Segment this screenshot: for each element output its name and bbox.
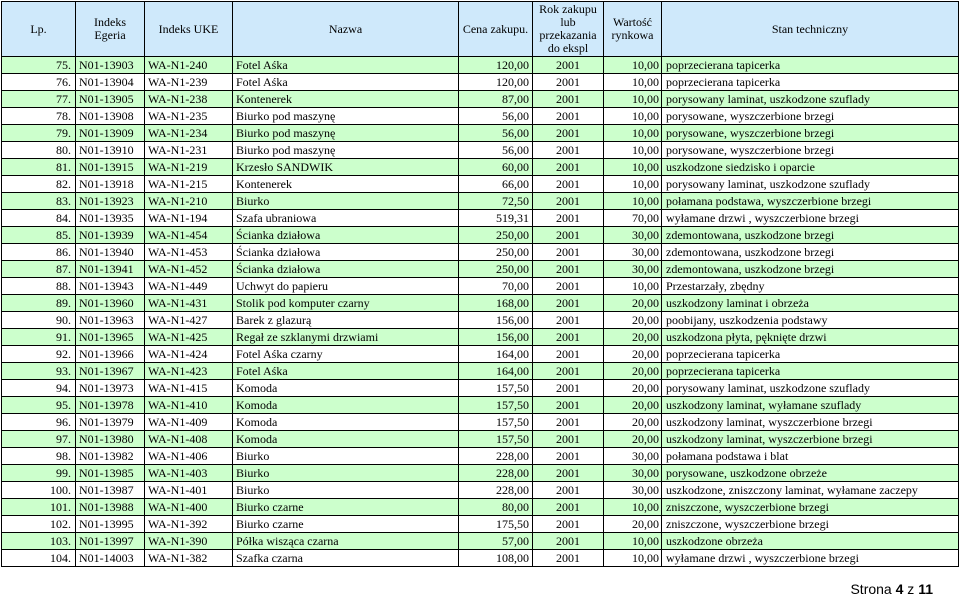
cell-nazwa: Barek z glazurą [233,312,459,329]
cell-rok: 2001 [533,533,604,550]
cell-indeks-egeria: N01-13982 [76,448,145,465]
table-row [2,329,959,346]
cell-wartosc-rynkowa: 20,00 [604,431,662,448]
cell-lp: 75. [2,57,76,74]
header-nazwa: Nazwa [233,2,459,57]
table-row [2,193,959,210]
cell-indeks-uke: WA-N1-235 [145,108,233,125]
cell-rok: 2001 [533,448,604,465]
cell-cena-zakupu: 250,00 [459,244,533,261]
cell-cena-zakupu: 56,00 [459,142,533,159]
cell-indeks-uke: WA-N1-409 [145,414,233,431]
table-row [2,499,959,516]
cell-lp: 79. [2,125,76,142]
cell-wartosc-rynkowa: 30,00 [604,244,662,261]
cell-wartosc-rynkowa: 20,00 [604,516,662,533]
cell-cena-zakupu: 66,00 [459,176,533,193]
cell-indeks-egeria: N01-13965 [76,329,145,346]
cell-nazwa: Biurko [233,465,459,482]
cell-stan-techniczny: uszkodzone siedzisko i oparcie [662,159,959,176]
cell-indeks-uke: WA-N1-453 [145,244,233,261]
cell-indeks-egeria: N01-13935 [76,210,145,227]
cell-wartosc-rynkowa: 20,00 [604,380,662,397]
cell-indeks-egeria: N01-13939 [76,227,145,244]
cell-stan-techniczny: porysowany laminat, uszkodzone szuflady [662,91,959,108]
cell-cena-zakupu: 175,50 [459,516,533,533]
cell-nazwa: Biurko czarne [233,516,459,533]
cell-indeks-egeria: N01-13978 [76,397,145,414]
cell-rok: 2001 [533,516,604,533]
cell-nazwa: Regał ze szklanymi drzwiami [233,329,459,346]
cell-wartosc-rynkowa: 30,00 [604,482,662,499]
cell-indeks-uke: WA-N1-238 [145,91,233,108]
cell-rok: 2001 [533,193,604,210]
cell-wartosc-rynkowa: 10,00 [604,499,662,516]
cell-indeks-egeria: N01-13908 [76,108,145,125]
header-cena-zakupu: Cena zakupu. [459,2,533,57]
cell-indeks-uke: WA-N1-210 [145,193,233,210]
cell-stan-techniczny: Przestarzały, zbędny [662,278,959,295]
cell-wartosc-rynkowa: 10,00 [604,108,662,125]
cell-cena-zakupu: 108,00 [459,550,533,567]
cell-wartosc-rynkowa: 30,00 [604,227,662,244]
table-row [2,431,959,448]
cell-lp: 96. [2,414,76,431]
cell-indeks-egeria: N01-13985 [76,465,145,482]
cell-lp: 99. [2,465,76,482]
cell-indeks-egeria: N01-13987 [76,482,145,499]
cell-stan-techniczny: zdemontowana, uszkodzone brzegi [662,261,959,278]
cell-stan-techniczny: zdemontowana, uszkodzone brzegi [662,227,959,244]
cell-cena-zakupu: 72,50 [459,193,533,210]
cell-stan-techniczny: porysowane, wyszczerbione brzegi [662,125,959,142]
cell-wartosc-rynkowa: 20,00 [604,329,662,346]
page-label: Strona [850,581,892,597]
header-indeks-uke: Indeks UKE [145,2,233,57]
cell-nazwa: Kontenerek [233,91,459,108]
cell-rok: 2001 [533,363,604,380]
cell-indeks-egeria: N01-13995 [76,516,145,533]
cell-stan-techniczny: porysowany laminat, uszkodzone szuflady [662,176,959,193]
cell-nazwa: Biurko pod maszynę [233,125,459,142]
cell-indeks-uke: WA-N1-401 [145,482,233,499]
cell-rok: 2001 [533,278,604,295]
cell-indeks-egeria: N01-14003 [76,550,145,567]
table-row [2,397,959,414]
cell-lp: 97. [2,431,76,448]
cell-indeks-uke: WA-N1-219 [145,159,233,176]
cell-rok: 2001 [533,550,604,567]
cell-nazwa: Komoda [233,380,459,397]
table-row [2,210,959,227]
cell-rok: 2001 [533,210,604,227]
cell-stan-techniczny: poprzecierana tapicerka [662,363,959,380]
cell-lp: 86. [2,244,76,261]
cell-indeks-uke: WA-N1-400 [145,499,233,516]
page-number: 4 [895,581,904,597]
cell-indeks-uke: WA-N1-431 [145,295,233,312]
header-lp: Lp. [2,2,76,57]
cell-wartosc-rynkowa: 20,00 [604,346,662,363]
cell-indeks-egeria: N01-13943 [76,278,145,295]
page-separator: z [907,581,915,597]
cell-rok: 2001 [533,346,604,363]
cell-nazwa: Stolik pod komputer czarny [233,295,459,312]
header-indeks-egeria: Indeks Egeria [76,2,145,57]
cell-cena-zakupu: 60,00 [459,159,533,176]
cell-wartosc-rynkowa: 20,00 [604,363,662,380]
cell-indeks-egeria: N01-13980 [76,431,145,448]
cell-wartosc-rynkowa: 20,00 [604,414,662,431]
cell-indeks-egeria: N01-13941 [76,261,145,278]
table-row [2,312,959,329]
cell-stan-techniczny: uszkodzony laminat i obrzeża [662,295,959,312]
cell-wartosc-rynkowa: 10,00 [604,57,662,74]
cell-cena-zakupu: 164,00 [459,363,533,380]
cell-cena-zakupu: 157,50 [459,414,533,431]
cell-lp: 94. [2,380,76,397]
cell-cena-zakupu: 250,00 [459,227,533,244]
table-row [2,533,959,550]
cell-stan-techniczny: uszkodzony laminat, wyszczerbione brzegi [662,431,959,448]
cell-stan-techniczny: zdemontowana, uszkodzone brzegi [662,244,959,261]
header-stan-techniczny: Stan techniczny [662,2,959,57]
cell-cena-zakupu: 156,00 [459,312,533,329]
cell-lp: 76. [2,74,76,91]
cell-indeks-egeria: N01-13979 [76,414,145,431]
cell-rok: 2001 [533,74,604,91]
cell-lp: 90. [2,312,76,329]
cell-wartosc-rynkowa: 20,00 [604,397,662,414]
table-row [2,414,959,431]
cell-stan-techniczny: wyłamane drzwi , wyszczerbione brzegi [662,550,959,567]
cell-wartosc-rynkowa: 30,00 [604,261,662,278]
cell-indeks-egeria: N01-13997 [76,533,145,550]
cell-lp: 88. [2,278,76,295]
cell-lp: 84. [2,210,76,227]
cell-indeks-uke: WA-N1-449 [145,278,233,295]
cell-cena-zakupu: 228,00 [459,482,533,499]
table-row [2,363,959,380]
cell-cena-zakupu: 228,00 [459,448,533,465]
cell-indeks-uke: WA-N1-240 [145,57,233,74]
cell-lp: 93. [2,363,76,380]
cell-rok: 2001 [533,397,604,414]
cell-stan-techniczny: połamana podstawa, wyszczerbione brzegi [662,193,959,210]
cell-wartosc-rynkowa: 30,00 [604,465,662,482]
cell-lp: 91. [2,329,76,346]
cell-lp: 83. [2,193,76,210]
cell-nazwa: Komoda [233,431,459,448]
page-footer [850,580,933,598]
table-row [2,125,959,142]
table-row [2,57,959,74]
cell-rok: 2001 [533,312,604,329]
table-row [2,295,959,312]
cell-stan-techniczny: uszkodzona płyta, pęknięte drzwi [662,329,959,346]
cell-nazwa: Biurko pod maszynę [233,108,459,125]
table-row [2,550,959,567]
cell-indeks-uke: WA-N1-239 [145,74,233,91]
cell-stan-techniczny: połamana podstawa i blat [662,448,959,465]
cell-cena-zakupu: 519,31 [459,210,533,227]
cell-rok: 2001 [533,431,604,448]
cell-cena-zakupu: 157,50 [459,397,533,414]
table-row [2,74,959,91]
cell-lp: 98. [2,448,76,465]
cell-lp: 77. [2,91,76,108]
cell-nazwa: Komoda [233,414,459,431]
cell-nazwa: Uchwyt do papieru [233,278,459,295]
cell-nazwa: Półka wisząca czarna [233,533,459,550]
cell-lp: 80. [2,142,76,159]
table-header-row [2,2,959,57]
cell-wartosc-rynkowa: 30,00 [604,448,662,465]
cell-stan-techniczny: porysowane, wyszczerbione brzegi [662,108,959,125]
cell-wartosc-rynkowa: 10,00 [604,91,662,108]
cell-indeks-uke: WA-N1-410 [145,397,233,414]
cell-stan-techniczny: uszkodzone, zniszczony laminat, wyłamane zaczepy [662,482,959,499]
cell-nazwa: Biurko [233,482,459,499]
table-row [2,482,959,499]
cell-cena-zakupu: 250,00 [459,261,533,278]
cell-lp: 87. [2,261,76,278]
cell-rok: 2001 [533,57,604,74]
cell-rok: 2001 [533,414,604,431]
cell-cena-zakupu: 80,00 [459,499,533,516]
cell-indeks-uke: WA-N1-425 [145,329,233,346]
cell-indeks-egeria: N01-13910 [76,142,145,159]
cell-lp: 89. [2,295,76,312]
cell-indeks-uke: WA-N1-423 [145,363,233,380]
cell-nazwa: Fotel Aśka [233,363,459,380]
cell-lp: 101. [2,499,76,516]
cell-nazwa: Ścianka działowa [233,261,459,278]
header-wartosc-rynkowa: Wartość rynkowa [604,2,662,57]
table-row [2,227,959,244]
cell-nazwa: Fotel Aśka czarny [233,346,459,363]
cell-nazwa: Krzesło SANDWIK [233,159,459,176]
table-row [2,176,959,193]
cell-wartosc-rynkowa: 70,00 [604,210,662,227]
cell-rok: 2001 [533,499,604,516]
cell-indeks-uke: WA-N1-415 [145,380,233,397]
cell-cena-zakupu: 120,00 [459,74,533,91]
cell-cena-zakupu: 87,00 [459,91,533,108]
cell-stan-techniczny: zniszczone, wyszczerbione brzegi [662,516,959,533]
cell-lp: 103. [2,533,76,550]
cell-cena-zakupu: 157,50 [459,431,533,448]
cell-rok: 2001 [533,380,604,397]
cell-rok: 2001 [533,176,604,193]
cell-indeks-uke: WA-N1-382 [145,550,233,567]
table-row [2,448,959,465]
cell-cena-zakupu: 57,00 [459,533,533,550]
cell-nazwa: Fotel Aśka [233,57,459,74]
cell-stan-techniczny: uszkodzone obrzeża [662,533,959,550]
cell-rok: 2001 [533,295,604,312]
cell-rok: 2001 [533,465,604,482]
cell-wartosc-rynkowa: 10,00 [604,533,662,550]
cell-stan-techniczny: poprzecierana tapicerka [662,74,959,91]
cell-stan-techniczny: poprzecierana tapicerka [662,346,959,363]
cell-wartosc-rynkowa: 10,00 [604,125,662,142]
cell-nazwa: Biurko pod maszynę [233,142,459,159]
cell-indeks-egeria: N01-13963 [76,312,145,329]
cell-wartosc-rynkowa: 20,00 [604,295,662,312]
cell-cena-zakupu: 156,00 [459,329,533,346]
cell-indeks-egeria: N01-13923 [76,193,145,210]
cell-nazwa: Fotel Aśka [233,74,459,91]
cell-lp: 82. [2,176,76,193]
cell-nazwa: Biurko czarne [233,499,459,516]
header-rok-zakupu: Rok zakupu lub przekazania do ekspl [533,2,604,57]
cell-lp: 78. [2,108,76,125]
cell-cena-zakupu: 157,50 [459,380,533,397]
cell-indeks-uke: WA-N1-427 [145,312,233,329]
cell-lp: 92. [2,346,76,363]
cell-rok: 2001 [533,91,604,108]
table-row [2,159,959,176]
cell-wartosc-rynkowa: 10,00 [604,176,662,193]
cell-nazwa: Szafka czarna [233,550,459,567]
cell-wartosc-rynkowa: 10,00 [604,159,662,176]
cell-stan-techniczny: uszkodzony laminat, wyłamane szuflady [662,397,959,414]
table-row [2,261,959,278]
cell-cena-zakupu: 164,00 [459,346,533,363]
table-row [2,380,959,397]
table-row [2,108,959,125]
cell-nazwa: Szafa ubraniowa [233,210,459,227]
cell-lp: 95. [2,397,76,414]
cell-indeks-uke: WA-N1-408 [145,431,233,448]
cell-indeks-egeria: N01-13988 [76,499,145,516]
cell-indeks-uke: WA-N1-452 [145,261,233,278]
cell-indeks-uke: WA-N1-231 [145,142,233,159]
cell-indeks-uke: WA-N1-403 [145,465,233,482]
table-row [2,244,959,261]
cell-wartosc-rynkowa: 10,00 [604,550,662,567]
cell-wartosc-rynkowa: 10,00 [604,278,662,295]
cell-rok: 2001 [533,482,604,499]
cell-indeks-egeria: N01-13967 [76,363,145,380]
cell-indeks-egeria: N01-13960 [76,295,145,312]
cell-rok: 2001 [533,108,604,125]
cell-wartosc-rynkowa: 20,00 [604,312,662,329]
cell-cena-zakupu: 56,00 [459,108,533,125]
cell-stan-techniczny: poprzecierana tapicerka [662,57,959,74]
table-row [2,278,959,295]
cell-indeks-uke: WA-N1-234 [145,125,233,142]
cell-wartosc-rynkowa: 10,00 [604,74,662,91]
cell-rok: 2001 [533,227,604,244]
cell-indeks-egeria: N01-13918 [76,176,145,193]
inventory-table [1,1,959,567]
cell-wartosc-rynkowa: 10,00 [604,193,662,210]
cell-cena-zakupu: 168,00 [459,295,533,312]
table-body [2,57,959,567]
cell-lp: 81. [2,159,76,176]
cell-cena-zakupu: 228,00 [459,465,533,482]
cell-indeks-uke: WA-N1-215 [145,176,233,193]
cell-lp: 102. [2,516,76,533]
cell-lp: 100. [2,482,76,499]
cell-indeks-uke: WA-N1-194 [145,210,233,227]
cell-stan-techniczny: uszkodzony laminat, wyszczerbione brzegi [662,414,959,431]
cell-indeks-uke: WA-N1-406 [145,448,233,465]
page-total: 11 [918,581,933,597]
table-row [2,142,959,159]
cell-indeks-uke: WA-N1-454 [145,227,233,244]
cell-rok: 2001 [533,261,604,278]
cell-nazwa: Biurko [233,448,459,465]
cell-indeks-egeria: N01-13966 [76,346,145,363]
cell-indeks-uke: WA-N1-392 [145,516,233,533]
cell-rok: 2001 [533,159,604,176]
cell-stan-techniczny: porysowane, uszkodzone obrzeże [662,465,959,482]
table-row [2,346,959,363]
cell-cena-zakupu: 56,00 [459,125,533,142]
cell-nazwa: Komoda [233,397,459,414]
cell-stan-techniczny: porysowane, wyszczerbione brzegi [662,142,959,159]
cell-nazwa: Ścianka działowa [233,227,459,244]
table-row [2,465,959,482]
cell-lp: 104. [2,550,76,567]
cell-indeks-egeria: N01-13915 [76,159,145,176]
table-row [2,91,959,108]
cell-rok: 2001 [533,125,604,142]
cell-indeks-uke: WA-N1-390 [145,533,233,550]
cell-indeks-egeria: N01-13905 [76,91,145,108]
cell-indeks-egeria: N01-13903 [76,57,145,74]
cell-stan-techniczny: zniszczone, wyszczerbione brzegi [662,499,959,516]
table-row [2,516,959,533]
cell-nazwa: Ścianka działowa [233,244,459,261]
cell-nazwa: Kontenerek [233,176,459,193]
cell-indeks-egeria: N01-13940 [76,244,145,261]
cell-nazwa: Biurko [233,193,459,210]
cell-cena-zakupu: 120,00 [459,57,533,74]
cell-cena-zakupu: 70,00 [459,278,533,295]
cell-stan-techniczny: wyłamane drzwi , wyszczerbione brzegi [662,210,959,227]
cell-stan-techniczny: porysowany laminat, uszkodzone szuflady [662,380,959,397]
cell-indeks-uke: WA-N1-424 [145,346,233,363]
cell-indeks-egeria: N01-13909 [76,125,145,142]
cell-wartosc-rynkowa: 10,00 [604,142,662,159]
cell-indeks-egeria: N01-13904 [76,74,145,91]
cell-stan-techniczny: poobijany, uszkodzenia podstawy [662,312,959,329]
cell-rok: 2001 [533,244,604,261]
cell-indeks-egeria: N01-13973 [76,380,145,397]
cell-lp: 85. [2,227,76,244]
cell-rok: 2001 [533,329,604,346]
cell-rok: 2001 [533,142,604,159]
